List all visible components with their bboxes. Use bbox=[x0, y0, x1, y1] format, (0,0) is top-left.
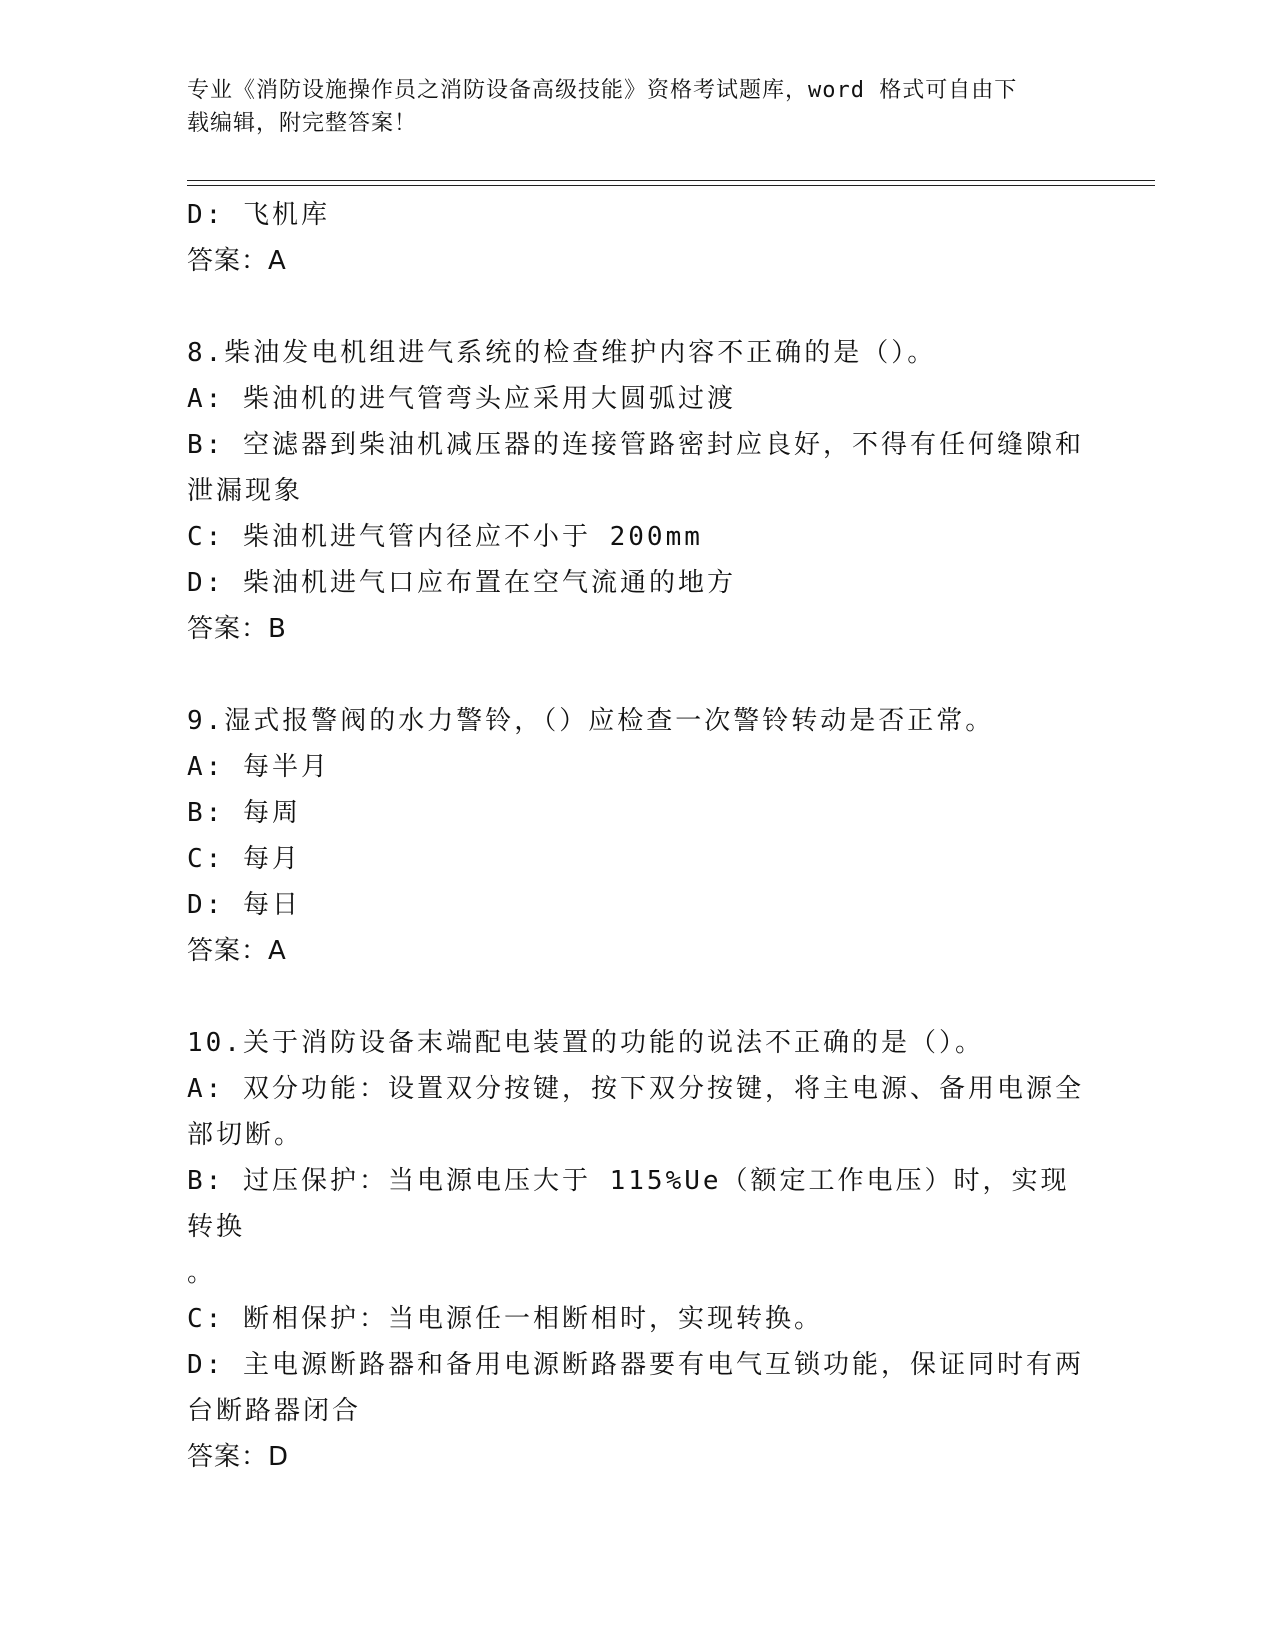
option-a-continued: 部切断。 bbox=[187, 1120, 304, 1150]
question-stem: 8.柴油发电机组进气系统的检查维护内容不正确的是（）。 bbox=[187, 338, 937, 368]
option-a: A: 柴油机的进气管弯头应采用大圆弧过渡 bbox=[187, 384, 736, 414]
option-b: B: 空滤器到柴油机减压器的连接管路密封应良好，不得有任何缝隙和 bbox=[187, 430, 1084, 460]
question-8 bbox=[187, 330, 1087, 652]
header-divider-top bbox=[187, 180, 1155, 181]
question-stem: 10.关于消防设备末端配电装置的功能的说法不正确的是（）。 bbox=[187, 1028, 984, 1058]
document-header bbox=[187, 74, 1067, 140]
option-a: A: 每半月 bbox=[187, 752, 330, 782]
document-body bbox=[187, 192, 1087, 1480]
header-line-1: 专业《消防设施操作员之消防设备高级技能》资格考试题库，word 格式可自由下 bbox=[187, 78, 1018, 103]
question-10 bbox=[187, 1020, 1087, 1480]
header-line-2: 载编辑，附完整答案！ bbox=[187, 111, 418, 136]
question-9 bbox=[187, 698, 1087, 974]
option-b: B: 过压保护：当电源电压大于 115%Ue（额定工作电压）时，实现转换 bbox=[187, 1166, 1070, 1242]
option-d: D: 每日 bbox=[187, 890, 301, 920]
answer: 答案：D bbox=[187, 1442, 290, 1472]
option-c: C: 每月 bbox=[187, 844, 301, 874]
option-d-continued: 台断路器闭合 bbox=[187, 1396, 362, 1426]
answer: 答案：B bbox=[187, 614, 287, 644]
option-d: D: 主电源断路器和备用电源断路器要有电气互锁功能，保证同时有两 bbox=[187, 1350, 1084, 1380]
answer: 答案：A bbox=[187, 936, 287, 966]
option-c: C: 柴油机进气管内径应不小于 200mm bbox=[187, 522, 703, 552]
option-b-continued: 泄漏现象 bbox=[187, 476, 304, 506]
previous-question bbox=[187, 192, 1087, 284]
question-stem: 9.湿式报警阀的水力警铃，（）应检查一次警铃转动是否正常。 bbox=[187, 706, 995, 736]
option-a: A: 双分功能：设置双分按键，按下双分按键，将主电源、备用电源全 bbox=[187, 1074, 1084, 1104]
answer: 答案：A bbox=[187, 246, 287, 276]
header-divider-bottom bbox=[187, 185, 1155, 186]
option-d: D: 柴油机进气口应布置在空气流通的地方 bbox=[187, 568, 736, 598]
option-b-continued: 。 bbox=[187, 1258, 217, 1288]
option-b: B: 每周 bbox=[187, 798, 301, 828]
option-d: D: 飞机库 bbox=[187, 200, 330, 230]
option-c: C: 断相保护：当电源任一相断相时，实现转换。 bbox=[187, 1304, 823, 1334]
